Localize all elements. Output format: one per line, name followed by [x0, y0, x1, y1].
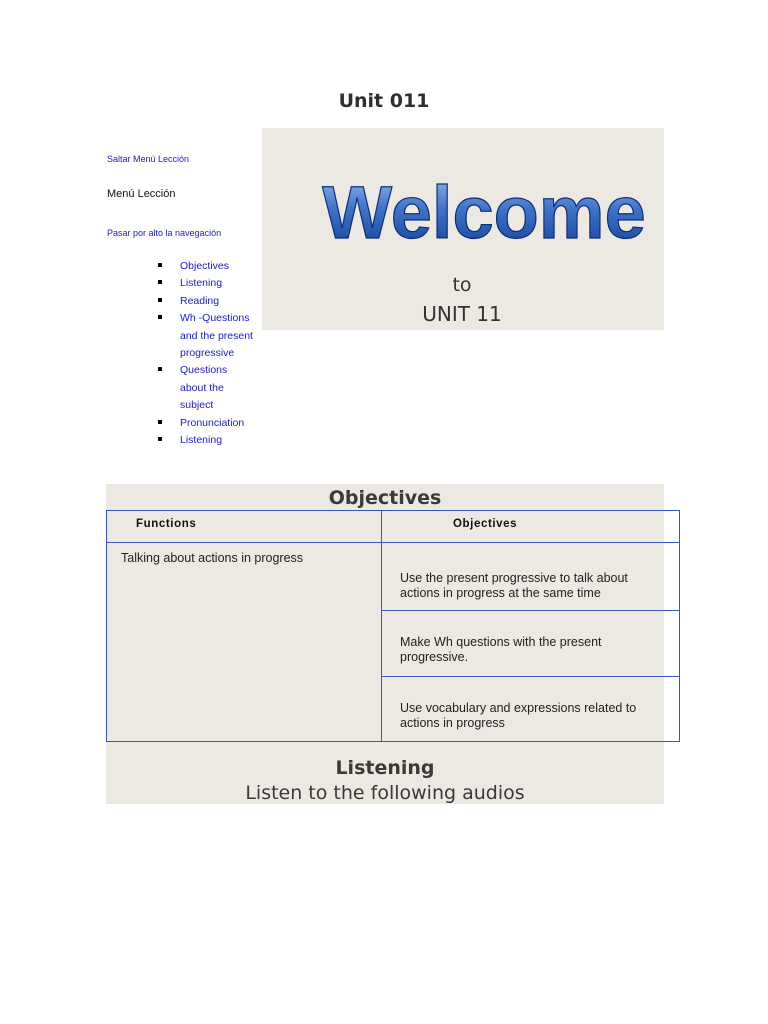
- bullet-icon: [158, 280, 162, 284]
- objective-cell: Use the present progressive to talk about actions in progress at the same time: [400, 571, 628, 600]
- objectives-section: [106, 484, 664, 804]
- menu-heading: Menú Lección: [107, 188, 176, 200]
- column-header-functions: Functions: [136, 518, 197, 530]
- bullet-icon: [158, 298, 162, 302]
- lesson-menu-item: [158, 275, 253, 292]
- lesson-menu-item: [158, 310, 253, 362]
- objectives-heading: Objectives: [328, 487, 442, 509]
- objectives-table: [106, 510, 680, 742]
- welcome-banner: [262, 128, 664, 330]
- menu-link-pronunciation[interactable]: Pronunciation: [180, 416, 245, 429]
- lesson-menu-item: [158, 432, 253, 449]
- lesson-menu-item: [158, 293, 253, 310]
- skip-navigation-link[interactable]: Pasar por alto la navegación: [107, 228, 222, 238]
- menu-link-wh-questions[interactable]: Wh -Questions and the present progressive: [180, 312, 253, 360]
- table-divider: [107, 542, 679, 543]
- welcome-title: Welcome: [322, 171, 646, 246]
- objective-cell: Make Wh questions with the present progressive.: [400, 635, 602, 664]
- table-divider: [381, 610, 679, 611]
- menu-link-objectives[interactable]: Objectives: [180, 260, 230, 272]
- welcome-unit-text: UNIT 11: [422, 302, 502, 326]
- column-header-objectives: Objectives: [453, 518, 518, 530]
- listening-subtitle: Listen to the following audios: [245, 782, 525, 804]
- welcome-wordart: [312, 166, 657, 246]
- skip-menu-link[interactable]: Saltar Menú Lección: [107, 154, 190, 164]
- lesson-menu-item: [158, 362, 253, 414]
- lesson-menu: [158, 258, 253, 449]
- bullet-icon: [158, 367, 162, 371]
- bullet-icon: [158, 437, 162, 441]
- menu-link-questions-subject[interactable]: Questions about the subject: [180, 364, 228, 412]
- table-divider: [381, 676, 679, 677]
- listening-heading: Listening: [335, 757, 435, 779]
- bullet-icon: [158, 420, 162, 424]
- menu-link-reading[interactable]: Reading: [180, 294, 220, 307]
- function-cell: Talking about actions in progress: [121, 551, 304, 565]
- lesson-menu-item: [158, 258, 253, 275]
- page-title: Unit 011: [338, 90, 430, 112]
- table-divider: [381, 511, 382, 741]
- welcome-to-text: to: [452, 274, 472, 296]
- objective-cell: Use vocabulary and expressions related to actions in progress: [400, 701, 637, 730]
- menu-link-listening[interactable]: Listening: [180, 277, 223, 290]
- bullet-icon: [158, 315, 162, 319]
- lesson-menu-item: [158, 415, 253, 432]
- bullet-icon: [158, 263, 162, 267]
- menu-link-listening-2[interactable]: Listening: [180, 434, 223, 447]
